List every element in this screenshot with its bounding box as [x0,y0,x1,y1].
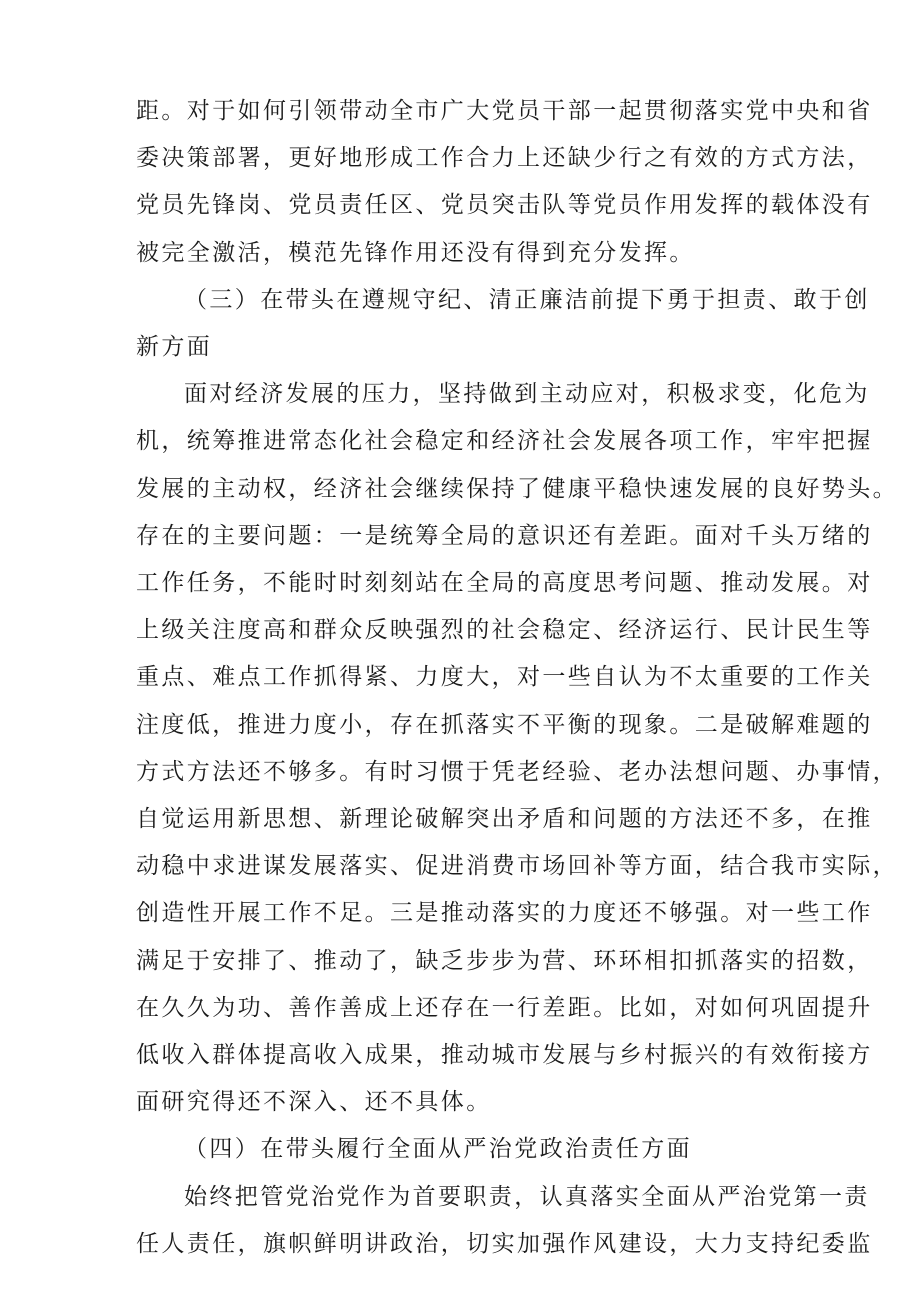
text-line: 发展的主动权，经济社会继续保持了健康平稳快速发展的良好势头。 [136,475,898,502]
text-line: 机，统筹推进常态化社会稳定和经济社会发展各项工作，牢牢把握 [136,428,873,455]
text-line: 方式方法还不够多。有时习惯于凭老经验、老办法想问题、办事情， [136,758,898,785]
heading-line: （三）在带头在遵规守纪、清正廉洁前提下勇于担责、敢于创 [184,286,870,313]
heading-line: 新方面 [136,334,213,361]
text-line: 在久久为功、善作善成上还存在一行差距。比如，对如何巩固提升 [136,994,873,1021]
paragraph-p1 [136,88,873,277]
text-line: 党员先锋岗、党员责任区、党员突击队等党员作用发挥的载体没有 [136,192,873,219]
text-line: 委决策部署，更好地形成工作合力上还缺少行之有效的方式方法， [136,145,873,172]
text-line: 始终把管党治党作为首要职责，认真落实全面从严治党第一责 [184,1183,870,1210]
text-line: 任人责任，旗帜鲜明讲政治，切实加强作风建设，大力支持纪委监 [136,1230,873,1257]
text-line: 存在的主要问题：一是统筹全局的意识还有差距。面对千头万绪的 [136,522,873,549]
paragraph-p2 [136,371,898,1126]
text-line: 面研究得还不深入、还不具体。 [136,1089,492,1116]
text-line: 满足于安排了、推动了，缺乏步步为营、环环相扣抓落实的招数， [136,947,873,974]
section-heading-4 [136,1126,820,1173]
text-line: 距。对于如何引领带动全市广大党员干部一起贯彻落实党中央和省 [136,98,873,124]
text-line: 重点、难点工作抓得紧、力度大，对一些自认为不太重要的工作关 [136,664,873,691]
text-line: 上级关注度高和群众反映强烈的社会稳定、经济运行、民计民生等 [136,617,873,644]
document-body [136,88,898,1268]
heading-line: （四）在带头履行全面从严治党政治责任方面 [184,1136,692,1163]
text-line: 动稳中求进谋发展落实、促进消费市场回补等方面，结合我市实际， [136,853,898,880]
text-line: 面对经济发展的压力，坚持做到主动应对，积极求变，化危为 [184,381,870,408]
text-line: 创造性开展工作不足。三是推动落实的力度还不够强。对一些工作 [136,900,873,927]
text-line: 被完全激活，模范先锋作用还没有得到充分发挥。 [136,239,695,266]
text-line: 自觉运用新思想、新理论破解突出矛盾和问题的方法还不多，在推 [136,806,873,833]
text-line: 注度低，推进力度小，存在抓落实不平衡的现象。二是破解难题的 [136,711,873,738]
paragraph-p3 [136,1174,873,1268]
section-heading-3 [136,277,870,371]
text-line: 低收入群体提高收入成果，推动城市发展与乡村振兴的有效衔接方 [136,1042,873,1069]
text-line: 工作任务，不能时时刻刻站在全局的高度思考问题、推动发展。对 [136,570,873,597]
